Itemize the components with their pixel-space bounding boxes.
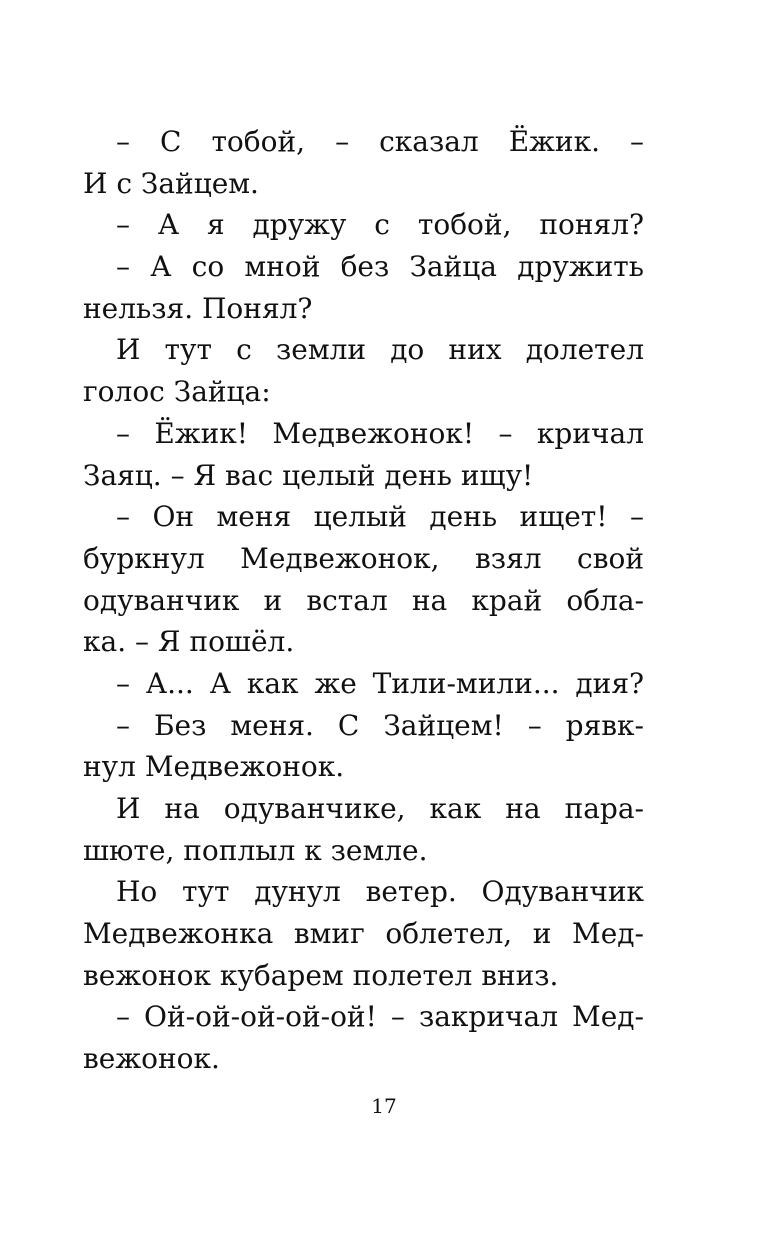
text-line: одуванчик и встал на край обла- — [83, 583, 644, 617]
text-line: – А... А как же Тили-мили... дия? — [116, 666, 644, 700]
page-body — [83, 121, 644, 1080]
text-line: ка. – Я пошёл. — [83, 625, 295, 659]
text-line: – С тобой, – сказал Ёжик. – — [116, 125, 644, 158]
text-line: – Ёжик! Медвежонок! – кричал — [116, 416, 644, 450]
page-number: 17 — [371, 1094, 397, 1118]
text-line: шюте, поплыл к земле. — [83, 833, 428, 867]
text-line: Но тут дунул ветер. Одуванчик — [116, 875, 644, 909]
text-line: Заяц. – Я вас целый день ищу! — [83, 458, 534, 492]
text-line: – Он меня целый день ищет! – — [116, 500, 644, 534]
text-line: – А я дружу с тобой, понял? — [116, 208, 644, 242]
text-line: буркнул Медвежонок, взял свой — [83, 541, 644, 575]
text-line: – Ой-ой-ой-ой-ой! – закричал Мед- — [116, 1000, 644, 1034]
text-line: вежонок. — [83, 1042, 220, 1076]
text-line: нул Медвежонок. — [83, 750, 345, 784]
text-line: И тут с земли до них долетел — [116, 333, 644, 367]
text-line: нельзя. Понял? — [83, 291, 313, 325]
text-line: – А со мной без Зайца дружить — [116, 250, 644, 284]
text-line: И на одуванчике, как на пара- — [116, 792, 644, 825]
text-line: Медвежонка вмиг облетел, и Мед- — [83, 917, 644, 951]
text-line: вежонок кубарем полетел вниз. — [83, 958, 559, 992]
text-line: голос Зайца: — [83, 375, 271, 409]
text-line: И с Зайцем. — [83, 166, 259, 200]
text-line: – Без меня. С Зайцем! – рявк- — [116, 708, 644, 742]
